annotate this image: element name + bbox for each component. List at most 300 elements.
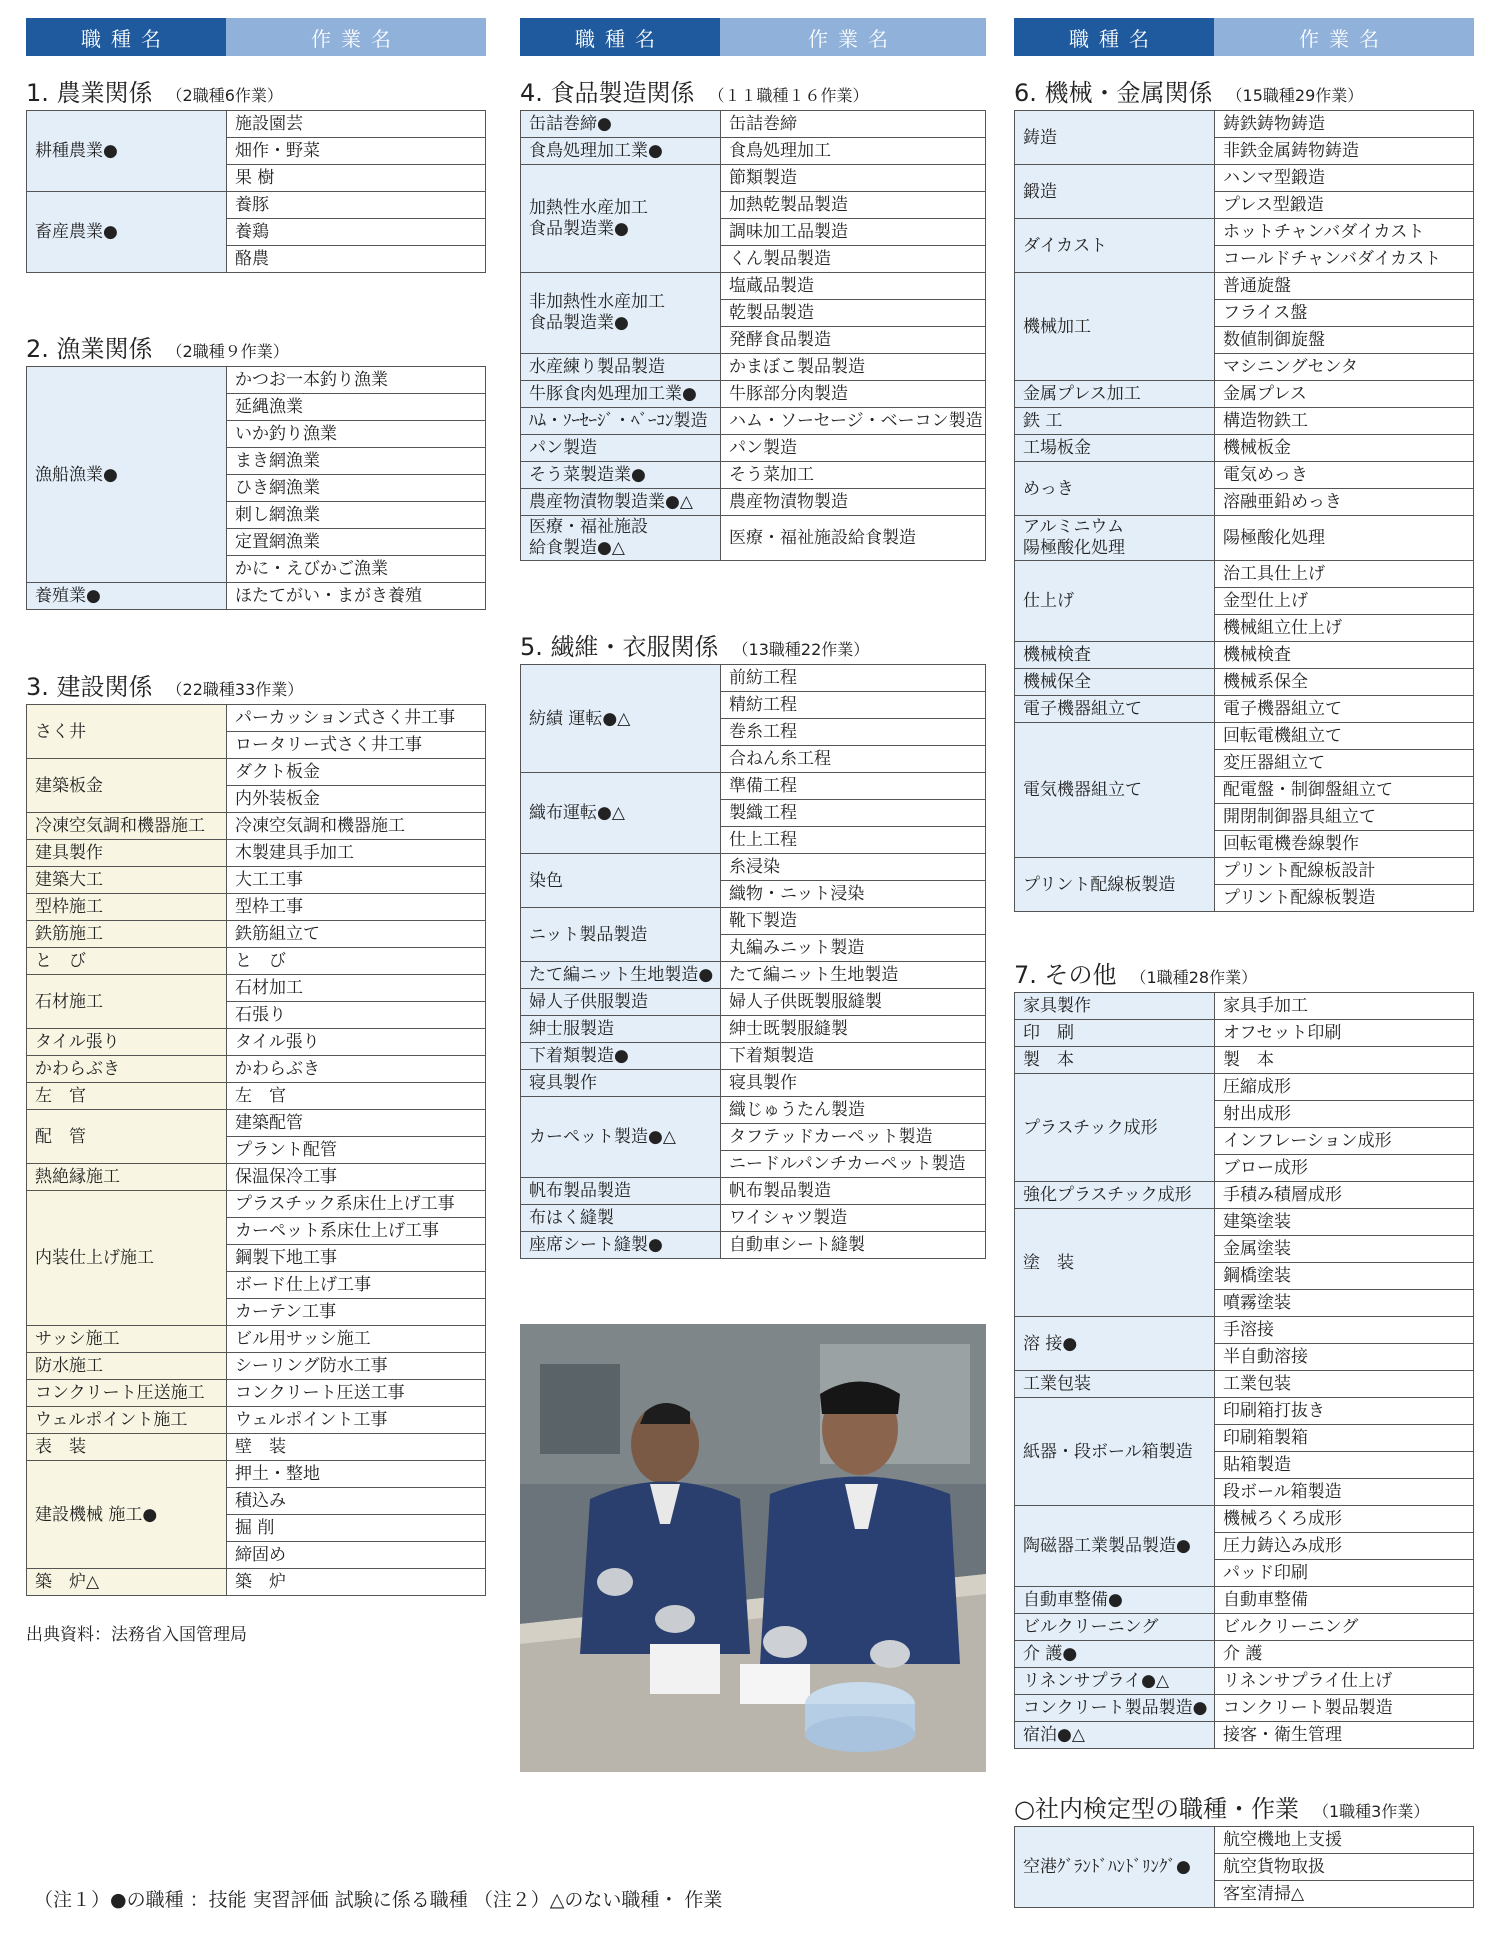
work-name-cell: 印刷箱打抜き: [1215, 1398, 1474, 1425]
work-name-cell: 建築配管: [227, 1110, 486, 1137]
work-name-cell: プリント配線板設計: [1215, 858, 1474, 885]
work-name-cell: ビルクリーニング: [1215, 1614, 1474, 1641]
work-name-cell: 段ボール箱製造: [1215, 1479, 1474, 1506]
job-type-cell: 宿泊●△: [1015, 1722, 1215, 1749]
work-name-cell: ほたてがい・まがき養殖: [227, 583, 486, 610]
work-name-cell: 陽極酸化処理: [1215, 516, 1474, 561]
job-type-cell: プリント配線板製造: [1015, 858, 1215, 912]
work-name-cell: 構造物鉄工: [1215, 408, 1474, 435]
job-type-cell: 空港ｸﾞﾗﾝﾄﾞﾊﾝﾄﾞﾘﾝｸﾞ●: [1015, 1827, 1215, 1908]
table-row: [27, 840, 486, 867]
work-name-cell: 建築塗装: [1215, 1209, 1474, 1236]
work-name-cell: 調味加工品製造: [721, 219, 986, 246]
work-name-cell: インフレーション成形: [1215, 1128, 1474, 1155]
work-name-cell: マシニングセンタ: [1215, 354, 1474, 381]
work-name-cell: 大工工事: [227, 867, 486, 894]
work-name-cell: かわらぶき: [227, 1056, 486, 1083]
work-name-cell: 自動車整備: [1215, 1587, 1474, 1614]
work-name-cell: シーリング防水工事: [227, 1353, 486, 1380]
work-name-cell: 定置網漁業: [227, 529, 486, 556]
work-name-cell: パーカッション式さく井工事: [227, 705, 486, 732]
job-type-cell: 工業包装: [1015, 1371, 1215, 1398]
work-name-cell: 製 本: [1215, 1047, 1474, 1074]
work-name-cell: 機械板金: [1215, 435, 1474, 462]
work-name-cell: 回転電機巻線製作: [1215, 831, 1474, 858]
table-row: [27, 1083, 486, 1110]
table-row: [1015, 1209, 1474, 1236]
table-row: [27, 583, 486, 610]
job-table: [1014, 992, 1474, 1749]
work-name-cell: 準備工程: [721, 773, 986, 800]
work-name-cell: 自動車シート縫製: [721, 1232, 986, 1259]
section-fishery: [26, 332, 486, 610]
job-type-cell: 金属プレス加工: [1015, 381, 1215, 408]
section-title: [520, 630, 986, 664]
work-name-cell: くん製品製造: [721, 246, 986, 273]
job-type-cell: 織布運転●△: [521, 773, 721, 854]
table-row: [1015, 723, 1474, 750]
work-name-cell: リネンサプライ仕上げ: [1215, 1668, 1474, 1695]
work-name-cell: パッド印刷: [1215, 1560, 1474, 1587]
table-header: [520, 18, 986, 56]
work-name-cell: 積込み: [227, 1488, 486, 1515]
table-row: [27, 192, 486, 219]
job-type-cell: 紡績 運転●△: [521, 665, 721, 773]
table-row: [1015, 993, 1474, 1020]
table-row: [27, 1353, 486, 1380]
workers-illustration: [520, 1324, 986, 1772]
table-row: [1015, 1398, 1474, 1425]
work-name-cell: 塩蔵品製造: [721, 273, 986, 300]
job-type-cell: ﾊﾑ・ｿｰｾｰｼﾞ・ﾍﾞｰｺﾝ製造: [521, 408, 721, 435]
work-name-cell: 鉄筋組立て: [227, 921, 486, 948]
work-name-cell: 製織工程: [721, 800, 986, 827]
work-name-cell: ボード仕上げ工事: [227, 1272, 486, 1299]
table-row: [27, 1164, 486, 1191]
work-name-cell: 変圧器組立て: [1215, 750, 1474, 777]
job-table: [26, 110, 486, 273]
section-title-text: 6. 機械・金属関係: [1014, 79, 1213, 107]
job-type-cell: リネンサプライ●△: [1015, 1668, 1215, 1695]
section-title-text: 5. 繊維・衣服関係: [520, 633, 719, 661]
table-row: [1015, 273, 1474, 300]
table-row: [521, 489, 986, 516]
table-row: [521, 962, 986, 989]
work-name-cell: ハム・ソーセージ・ベーコン製造: [721, 408, 986, 435]
work-name-cell: 内外装板金: [227, 786, 486, 813]
job-type-cell: タイル張り: [27, 1029, 227, 1056]
header-job-type: 職種名: [26, 18, 226, 56]
work-name-cell: タイル張り: [227, 1029, 486, 1056]
table-row: [521, 165, 986, 192]
work-name-cell: 回転電機組立て: [1215, 723, 1474, 750]
footnote: （注１）●の職種 ：技能 実習評価 試験に係る職種 （注２）△のない職種・ 作業: [34, 1889, 723, 1911]
section-machinery-metal: [1014, 76, 1474, 912]
table-row: [27, 975, 486, 1002]
table-row: [27, 1434, 486, 1461]
work-name-cell: オフセット印刷: [1215, 1020, 1474, 1047]
job-type-cell: プラスチック成形: [1015, 1074, 1215, 1182]
work-name-cell: プリント配線板製造: [1215, 885, 1474, 912]
work-name-cell: 鋳鉄鋳物鋳造: [1215, 111, 1474, 138]
work-name-cell: 缶詰巻締: [721, 111, 986, 138]
job-table: [26, 366, 486, 610]
table-row: [521, 408, 986, 435]
work-name-cell: 手積み積層成形: [1215, 1182, 1474, 1209]
table-row: [521, 665, 986, 692]
job-type-cell: 非加熱性水産加工 食品製造業●: [521, 273, 721, 354]
table-row: [27, 813, 486, 840]
job-type-cell: カーペット製造●△: [521, 1097, 721, 1178]
table-row: [1015, 435, 1474, 462]
job-table: [26, 704, 486, 1596]
job-type-cell: アルミニウム 陽極酸化処理: [1015, 516, 1215, 561]
table-row: [1015, 696, 1474, 723]
table-row: [27, 1569, 486, 1596]
table-row: [1015, 219, 1474, 246]
table-row: [1015, 642, 1474, 669]
work-name-cell: 鋼橋塗装: [1215, 1263, 1474, 1290]
table-row: [1015, 381, 1474, 408]
job-type-cell: 紳士服製造: [521, 1016, 721, 1043]
work-name-cell: 金型仕上げ: [1215, 588, 1474, 615]
job-type-cell: たて編ニット生地製造●: [521, 962, 721, 989]
table-row: [27, 1056, 486, 1083]
job-type-cell: 印 刷: [1015, 1020, 1215, 1047]
work-name-cell: ビル用サッシ施工: [227, 1326, 486, 1353]
table-row: [1015, 1695, 1474, 1722]
job-type-cell: 塗 装: [1015, 1209, 1215, 1317]
work-name-cell: ワイシャツ製造: [721, 1205, 986, 1232]
table-row: [1015, 1827, 1474, 1854]
table-row: [521, 773, 986, 800]
work-name-cell: たて編ニット生地製造: [721, 962, 986, 989]
section-title-text: 7. その他: [1014, 961, 1117, 989]
table-row: [1015, 111, 1474, 138]
table-row: [521, 381, 986, 408]
section-title-text: 3. 建設関係: [26, 673, 153, 701]
work-name-cell: 保温保冷工事: [227, 1164, 486, 1191]
job-type-cell: 機械検査: [1015, 642, 1215, 669]
job-type-cell: 自動車整備●: [1015, 1587, 1215, 1614]
work-name-cell: ウェルポイント工事: [227, 1407, 486, 1434]
work-name-cell: 節類製造: [721, 165, 986, 192]
work-name-cell: 機械検査: [1215, 642, 1474, 669]
job-type-cell: 染色: [521, 854, 721, 908]
table-row: [1015, 462, 1474, 489]
section-title-text: 4. 食品製造関係: [520, 79, 695, 107]
work-name-cell: プレス型鍛造: [1215, 192, 1474, 219]
table-row: [27, 111, 486, 138]
work-name-cell: 丸編みニット製造: [721, 935, 986, 962]
section-title: [1014, 76, 1474, 110]
section-title-text: 2. 漁業関係: [26, 335, 153, 363]
job-type-cell: 養殖業●: [27, 583, 227, 610]
work-name-cell: タフテッドカーペット製造: [721, 1124, 986, 1151]
work-name-cell: 航空機地上支援: [1215, 1827, 1474, 1854]
section-agriculture: [26, 76, 486, 273]
work-name-cell: 航空貨物取扱: [1215, 1854, 1474, 1881]
job-type-cell: 鉄筋施工: [27, 921, 227, 948]
table-row: [1015, 1614, 1474, 1641]
job-type-cell: 左 官: [27, 1083, 227, 1110]
job-type-cell: 建具製作: [27, 840, 227, 867]
table-row: [521, 854, 986, 881]
job-type-cell: サッシ施工: [27, 1326, 227, 1353]
job-type-cell: 型枠施工: [27, 894, 227, 921]
work-name-cell: 糸浸染: [721, 854, 986, 881]
job-type-cell: かわらぶき: [27, 1056, 227, 1083]
table-row: [27, 367, 486, 394]
job-type-cell: 漁船漁業●: [27, 367, 227, 583]
job-type-cell: 建築大工: [27, 867, 227, 894]
job-type-cell: 陶磁器工業製品製造●: [1015, 1506, 1215, 1587]
table-row: [1015, 858, 1474, 885]
work-name-cell: プラント配管: [227, 1137, 486, 1164]
work-name-cell: 数値制御旋盤: [1215, 327, 1474, 354]
table-row: [521, 273, 986, 300]
job-type-cell: 食鳥処理加工業●: [521, 138, 721, 165]
section-count: （2職種6作業）: [166, 86, 283, 105]
job-type-cell: 家具製作: [1015, 993, 1215, 1020]
job-type-cell: 防水施工: [27, 1353, 227, 1380]
job-type-cell: ビルクリーニング: [1015, 1614, 1215, 1641]
work-name-cell: 金属塗装: [1215, 1236, 1474, 1263]
work-name-cell: パン製造: [721, 435, 986, 462]
job-type-cell: 座席シート縫製●: [521, 1232, 721, 1259]
section-title: [26, 670, 486, 704]
work-name-cell: 押土・整地: [227, 1461, 486, 1488]
work-name-cell: 前紡工程: [721, 665, 986, 692]
work-name-cell: コンクリート圧送工事: [227, 1380, 486, 1407]
job-type-cell: 熱絶縁施工: [27, 1164, 227, 1191]
table-row: [1015, 1182, 1474, 1209]
work-name-cell: 治工具仕上げ: [1215, 561, 1474, 588]
table-row: [521, 435, 986, 462]
table-row: [27, 1029, 486, 1056]
work-name-cell: ひき網漁業: [227, 475, 486, 502]
table-row: [521, 462, 986, 489]
job-type-cell: と び: [27, 948, 227, 975]
header-work-name: 作業名: [1214, 18, 1474, 56]
table-row: [27, 1191, 486, 1218]
table-row: [1015, 669, 1474, 696]
work-name-cell: 溶融亜鉛めっき: [1215, 489, 1474, 516]
job-type-cell: 紙器・段ボール箱製造: [1015, 1398, 1215, 1506]
table-row: [1015, 408, 1474, 435]
job-type-cell: ニット製品製造: [521, 908, 721, 962]
work-name-cell: 織じゅうたん製造: [721, 1097, 986, 1124]
table-row: [27, 1461, 486, 1488]
job-type-cell: 鋳造: [1015, 111, 1215, 165]
job-type-cell: 仕上げ: [1015, 561, 1215, 642]
work-name-cell: 木製建具手加工: [227, 840, 486, 867]
job-type-cell: 帆布製品製造: [521, 1178, 721, 1205]
work-name-cell: 型枠工事: [227, 894, 486, 921]
table-row: [27, 1326, 486, 1353]
section-title: [26, 332, 486, 366]
table-row: [27, 948, 486, 975]
work-name-cell: 巻糸工程: [721, 719, 986, 746]
work-name-cell: 接客・衛生管理: [1215, 1722, 1474, 1749]
job-type-cell: 表 装: [27, 1434, 227, 1461]
table-header: [1014, 18, 1474, 56]
table-row: [521, 1016, 986, 1043]
section-count: （1職種3作業）: [1312, 1802, 1430, 1821]
table-row: [1015, 1722, 1474, 1749]
work-name-cell: 養鶏: [227, 219, 486, 246]
job-type-cell: 建設機械 施工●: [27, 1461, 227, 1569]
work-name-cell: まき網漁業: [227, 448, 486, 475]
table-row: [521, 516, 986, 561]
job-type-cell: 機械加工: [1015, 273, 1215, 381]
work-name-cell: 介 護: [1215, 1641, 1474, 1668]
job-type-cell: ダイカスト: [1015, 219, 1215, 273]
table-row: [1015, 1587, 1474, 1614]
header-work-name: 作業名: [720, 18, 986, 56]
work-name-cell: カーテン工事: [227, 1299, 486, 1326]
work-name-cell: 配電盤・制御盤組立て: [1215, 777, 1474, 804]
table-row: [1015, 561, 1474, 588]
work-name-cell: ホットチャンバダイカスト: [1215, 219, 1474, 246]
table-row: [27, 705, 486, 732]
section-count: （1職種28作業）: [1130, 968, 1258, 987]
job-type-cell: 畜産農業●: [27, 192, 227, 273]
work-name-cell: 石材加工: [227, 975, 486, 1002]
table-row: [521, 1178, 986, 1205]
table-row: [521, 1043, 986, 1070]
work-name-cell: 機械系保全: [1215, 669, 1474, 696]
work-name-cell: コールドチャンバダイカスト: [1215, 246, 1474, 273]
job-type-cell: さく井: [27, 705, 227, 759]
work-name-cell: 帆布製品製造: [721, 1178, 986, 1205]
work-name-cell: プラスチック系床仕上げ工事: [227, 1191, 486, 1218]
section-title: [520, 76, 986, 110]
section-count: （13職種22作業）: [732, 640, 870, 659]
work-name-cell: 機械組立仕上げ: [1215, 615, 1474, 642]
section-in-house-certification: [1014, 1792, 1474, 1908]
work-name-cell: 普通旋盤: [1215, 273, 1474, 300]
job-type-cell: 冷凍空気調和機器施工: [27, 813, 227, 840]
job-type-cell: 溶 接●: [1015, 1317, 1215, 1371]
job-type-cell: 水産練り製品製造: [521, 354, 721, 381]
job-type-cell: めっき: [1015, 462, 1215, 516]
work-name-cell: 工業包装: [1215, 1371, 1474, 1398]
job-table: [520, 664, 986, 1259]
table-row: [1015, 516, 1474, 561]
job-type-cell: 農産物漬物製造業●△: [521, 489, 721, 516]
table-row: [521, 354, 986, 381]
work-name-cell: 農産物漬物製造: [721, 489, 986, 516]
work-name-cell: 電気めっき: [1215, 462, 1474, 489]
work-name-cell: 金属プレス: [1215, 381, 1474, 408]
work-name-cell: 畑作・野菜: [227, 138, 486, 165]
work-name-cell: 築 炉: [227, 1569, 486, 1596]
table-row: [27, 921, 486, 948]
job-type-cell: 石材施工: [27, 975, 227, 1029]
work-name-cell: 電子機器組立て: [1215, 696, 1474, 723]
work-name-cell: 機械ろくろ成形: [1215, 1506, 1474, 1533]
job-type-cell: 製 本: [1015, 1047, 1215, 1074]
work-name-cell: 牛豚部分肉製造: [721, 381, 986, 408]
section-construction: [26, 670, 486, 1596]
section-other: [1014, 958, 1474, 1749]
work-name-cell: 寝具製作: [721, 1070, 986, 1097]
work-name-cell: 客室清掃△: [1215, 1881, 1474, 1908]
table-row: [1015, 1317, 1474, 1344]
table-header: [26, 18, 486, 56]
work-name-cell: 石張り: [227, 1002, 486, 1029]
work-name-cell: コンクリート製品製造: [1215, 1695, 1474, 1722]
job-type-cell: 建築板金: [27, 759, 227, 813]
job-table: [1014, 110, 1474, 912]
job-type-cell: 機械保全: [1015, 669, 1215, 696]
work-name-cell: 家具手加工: [1215, 993, 1474, 1020]
header-job-type: 職種名: [520, 18, 720, 56]
table-row: [521, 111, 986, 138]
table-row: [27, 1407, 486, 1434]
work-name-cell: 噴霧塗装: [1215, 1290, 1474, 1317]
table-row: [1015, 1020, 1474, 1047]
section-food-manufacturing: [520, 76, 986, 561]
job-type-cell: コンクリート圧送施工: [27, 1380, 227, 1407]
job-type-cell: 寝具製作: [521, 1070, 721, 1097]
work-name-cell: 貼箱製造: [1215, 1452, 1474, 1479]
table-row: [27, 1110, 486, 1137]
job-type-cell: ウェルポイント施工: [27, 1407, 227, 1434]
work-name-cell: ハンマ型鍛造: [1215, 165, 1474, 192]
work-name-cell: ロータリー式さく井工事: [227, 732, 486, 759]
section-title-text: 1. 農業関係: [26, 79, 153, 107]
work-name-cell: 加熱乾製品製造: [721, 192, 986, 219]
work-name-cell: 壁 装: [227, 1434, 486, 1461]
table-row: [1015, 1047, 1474, 1074]
job-type-cell: 布はく縫製: [521, 1205, 721, 1232]
table-row: [1015, 1074, 1474, 1101]
table-row: [521, 138, 986, 165]
work-name-cell: かつお一本釣り漁業: [227, 367, 486, 394]
table-row: [1015, 1641, 1474, 1668]
job-table: [520, 110, 986, 561]
work-name-cell: かまぼこ製品製造: [721, 354, 986, 381]
work-name-cell: 施設園芸: [227, 111, 486, 138]
table-row: [27, 867, 486, 894]
work-name-cell: ブロー成形: [1215, 1155, 1474, 1182]
work-name-cell: 刺し網漁業: [227, 502, 486, 529]
work-name-cell: 医療・福祉施設給食製造: [721, 516, 986, 561]
section-count: （2職種９作業）: [166, 342, 289, 361]
work-name-cell: 下着類製造: [721, 1043, 986, 1070]
work-name-cell: カーペット系床仕上げ工事: [227, 1218, 486, 1245]
work-name-cell: 仕上工程: [721, 827, 986, 854]
work-name-cell: 圧縮成形: [1215, 1074, 1474, 1101]
work-name-cell: フライス盤: [1215, 300, 1474, 327]
work-name-cell: ニードルパンチカーペット製造: [721, 1151, 986, 1178]
job-type-cell: パン製造: [521, 435, 721, 462]
table-row: [1015, 1668, 1474, 1695]
work-name-cell: 射出成形: [1215, 1101, 1474, 1128]
work-name-cell: 靴下製造: [721, 908, 986, 935]
table-row: [1015, 1371, 1474, 1398]
table-row: [27, 1380, 486, 1407]
work-name-cell: 精紡工程: [721, 692, 986, 719]
table-row: [521, 908, 986, 935]
job-type-cell: 缶詰巻締●: [521, 111, 721, 138]
section-count: （22職種33作業）: [166, 680, 304, 699]
section-count: （15職種29作業）: [1226, 86, 1364, 105]
work-name-cell: 紳士既製服縫製: [721, 1016, 986, 1043]
work-name-cell: と び: [227, 948, 486, 975]
